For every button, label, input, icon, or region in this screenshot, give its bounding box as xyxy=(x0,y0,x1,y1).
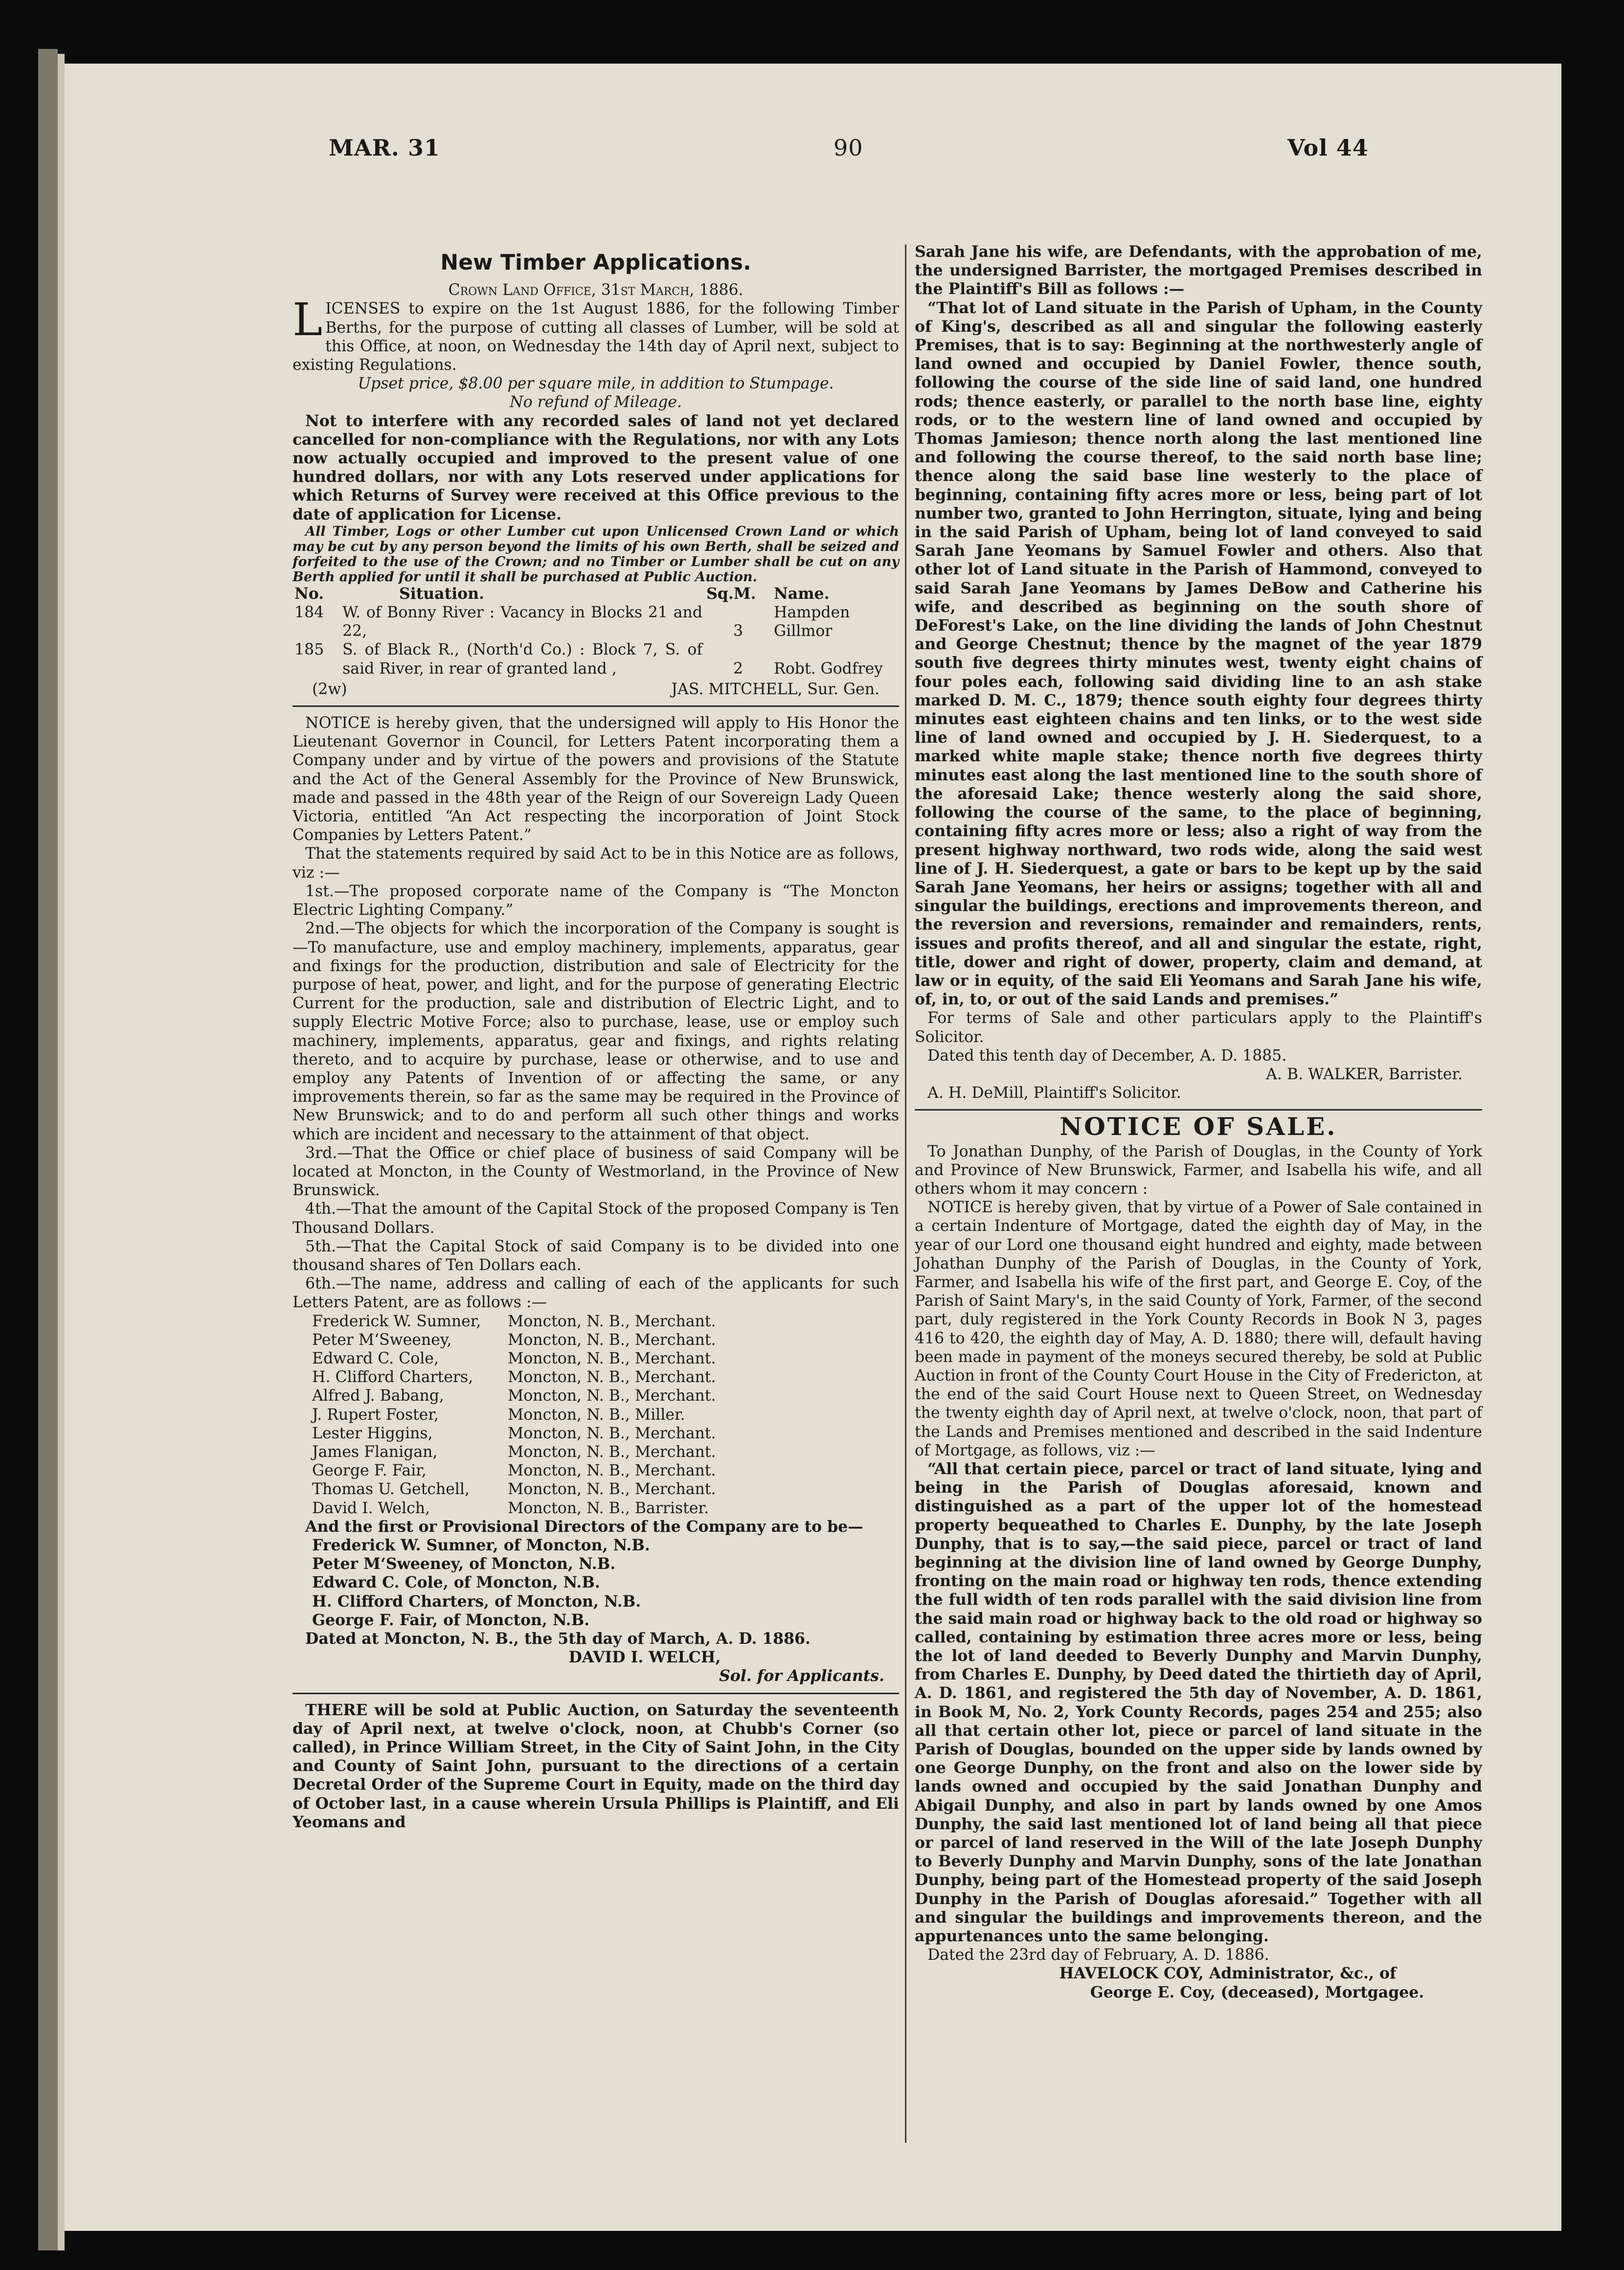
timber-table xyxy=(293,585,899,678)
electric-item-1: 1st.—The proposed corporate name of the Company is “The Moncton Electric Lighting Company.” xyxy=(293,882,899,919)
list-item xyxy=(312,1461,899,1480)
directors-list xyxy=(293,1536,899,1630)
sale-signer: HAVELOCK COY, Administrator, &c., of xyxy=(1059,1964,1397,1983)
applicant-address: Moncton, N. B., Merchant. xyxy=(508,1462,716,1480)
berth-number: 185 xyxy=(294,641,324,659)
applicant-address: Moncton, N. B., Merchant. xyxy=(508,1349,716,1367)
section-rule xyxy=(293,1693,899,1694)
list-item xyxy=(312,1424,899,1443)
drop-cap: L xyxy=(293,294,323,346)
sale-title: NOTICE OF SALE. xyxy=(1060,1112,1337,1141)
sale-address: To Jonathan Dunphy, of the Parish of Douglas, in the County of York and Province of New Brunswick, Farmer, and Isabella his wife, and all others whom it may concern : xyxy=(915,1142,1482,1198)
electric-signer-role: Sol. for Applicants. xyxy=(719,1667,884,1685)
timber-signature: JAS. MITCHELL, Sur. Gen. xyxy=(671,680,880,698)
applicant-name: Peter M‘Sweeney, xyxy=(312,1331,452,1349)
applicant-address: Moncton, N. B., Merchant. xyxy=(508,1331,716,1349)
timber-title: New Timber Applications. xyxy=(440,250,751,275)
list-item: Edward C. Cole, of Moncton, N.B. xyxy=(312,1573,600,1592)
auction-dated: Dated this tenth day of December, A. D. 1885. xyxy=(927,1046,1287,1065)
electric-item-4: 4th.—That the amount of the Capital Stock of the proposed Company is Ten Thousand Dollars. xyxy=(293,1200,899,1237)
header-date: MAR. 31 xyxy=(329,135,440,161)
page-edge xyxy=(58,54,65,2250)
electric-dated: Dated at Moncton, N. B., the 5th day of March, A. D. 1886. xyxy=(305,1630,811,1648)
list-item: H. Clifford Charters, of Moncton, N.B. xyxy=(312,1592,641,1611)
sale-dated: Dated the 23rd day of February, A. D. 1886. xyxy=(927,1946,1269,1964)
applicant-name: George F. Fair, xyxy=(312,1462,427,1480)
berth-number: 184 xyxy=(294,604,324,622)
applicants-list xyxy=(293,1312,899,1518)
timber-warning: All Timber, Logs or other Lumber cut upon Unlicensed Crown Land or which may be cut by any person beyond the limits of his own Berth, shall be seized and forfeited to the use of the Crown; and no Timber or Lumber shall be cut on any Berth applied for until it shall be purchased at Public Auction. xyxy=(293,523,899,585)
list-item xyxy=(312,1312,899,1331)
applicant-address: Moncton, N. B., Merchant. xyxy=(508,1443,716,1461)
upset-price: Upset price, $8.00 per square mile, in addition to Stumpage. xyxy=(358,375,834,393)
column-header: Name. xyxy=(774,584,830,603)
applicant-name: Thomas U. Getchell, xyxy=(312,1480,470,1498)
auction-continued: Sarah Jane his wife, are Defendants, with the approbation of me, the undersigned Barrister, the mortgaged Premises described in the Plaintiff's Bill as follows :— xyxy=(915,243,1482,298)
list-item xyxy=(312,1443,899,1461)
right-column xyxy=(915,243,1482,2002)
list-item xyxy=(312,1406,899,1424)
sale-body-2: “All that certain piece, parcel or tract of land situate, lying and being in the Parish of Douglas aforesaid, known and distinguished as a part of the upper lot of the homestead property bequeathed to Charles E. Dunphy, by the late Joseph Dunphy, that is to say,—the said piece, parcel or tract of land beginning at the division line of land owned by George Dunphy, fronting on the main road or highway ten rods, thence extending the full width of ten rods parallel with the said division line from the said main road or highway back to the old road or highway so called, containing by estimation three acres more or less, being the lot of land deeded to Beverly Dunphy and Marvin Dunphy, from Charles E. Dunphy, by Deed dated the thirtieth day of April, A. D. 1861, and registered the 5th day of November, A. D. 1861, in Book M, No. 2, York County Records, pages 254 and 255; also all that certain other lot, piece or parcel of land situate in the Parish of Douglas, bounded on the upper side by lands owned by one George Dunphy, on the front and also on the lower side by lands owned and occupied by the said Jonathan Dunphy and Abigail Dunphy, and also in part by lands owned by one Amos Dunphy, the said last mentioned lot of land being all that piece or parcel of land reserved in the Will of the late Joseph Dunphy to Beverly Dunphy and Marvin Dunphy, sons of the late Jonathan Dunphy, being part of the Homestead property of the said Joseph Dunphy in the Parish of Douglas aforesaid.” Together with all and singular the buildings and improvements thereon, and the appurtenances unto the same belonging. xyxy=(915,1460,1482,1946)
electric-item-3: 3rd.—That the Office or chief place of business of said Company will be located at Moncton, in the County of Westmorland, in the Province of New Brunswick. xyxy=(293,1144,899,1200)
directors-intro: And the first or Provisional Directors of the Company are to be— xyxy=(305,1517,863,1536)
applicant-name: Alfred J. Babang, xyxy=(312,1387,444,1405)
applicant-name: Edward C. Cole, xyxy=(312,1349,439,1367)
solicitor-signature: A. H. DeMill, Plaintiff's Solicitor. xyxy=(927,1084,1181,1102)
list-item xyxy=(312,1386,899,1405)
column-header: No. xyxy=(294,584,324,603)
section-rule xyxy=(915,1109,1482,1111)
table-row xyxy=(293,603,899,640)
electric-signer: DAVID I. WELCH, xyxy=(568,1648,721,1667)
header-volume: Vol 44 xyxy=(1287,135,1369,161)
book-spine xyxy=(38,49,58,2250)
table-row xyxy=(293,640,899,678)
applicant-address: Moncton, N. B., Merchant. xyxy=(508,1312,716,1330)
list-item xyxy=(312,1349,899,1368)
list-item: Peter M‘Sweeney, of Moncton, N.B. xyxy=(312,1555,616,1573)
column-header: Sq.M. xyxy=(706,584,756,603)
timber-intro-text: ICENSES to expire on the 1st August 1886, for the following Timber Berths, for the purpose of cutting all classes of Lumber, will be sold at this Office, at noon, on Wednesday the 14th day of April next, subject to existing Regulations. xyxy=(293,300,899,374)
list-item xyxy=(312,1499,899,1518)
applicant-name: J. Rupert Foster, xyxy=(312,1406,439,1424)
list-item xyxy=(312,1480,899,1498)
table-header-row xyxy=(293,585,899,603)
issue-marker: (2w) xyxy=(312,680,347,698)
applicant-name: Lester Higgins, xyxy=(312,1424,433,1442)
applicant-address: Moncton, N. B., Merchant. xyxy=(508,1424,716,1442)
gazette-page xyxy=(65,64,1561,2231)
berth-sqm: 2 xyxy=(733,659,744,678)
timber-signature-row xyxy=(293,678,899,699)
berth-situation: S. of Black R., (North'd Co.) : Block 7, S. of said River, in rear of granted land , xyxy=(342,641,702,678)
list-item: George F. Fair, of Moncton, N.B. xyxy=(312,1611,590,1629)
column-header: Situation. xyxy=(399,584,484,603)
timber-intro xyxy=(293,294,899,374)
sale-body-1: NOTICE is hereby given, that by virtue of a Power of Sale contained in a certain Indenture of Mortgage, dated the eighth day of May, in the year of our Lord one thousand eight hundred and eighty, made between Johathan Dunphy of the Parish of Douglas, in the County of York, Farmer, and Isabella his wife of the first part, and George E. Coy, of the Parish of Saint Mary's, in the said County of York, Farmer, of the second part, duly registered in the York County Records in Book N 3, pages 416 to 420, the eighth day of May, A. D. 1880; there will, default having been made in payment of the moneys secured thereby, be sold at Public Auction in front of the County Court House in the City of Fredericton, at the end of the said Court House next to Queen Street, on Wednesday the twenty eighth day of April next, at twelve o'clock, noon, that part of the Lands and Premises mentioned and described in the said Indenture of Mortgage, as follows, viz :— xyxy=(915,1199,1482,1459)
column-divider xyxy=(905,245,906,2143)
applicant-address: Moncton, N. B., Merchant. xyxy=(508,1368,716,1386)
applicant-name: H. Clifford Charters, xyxy=(312,1368,474,1386)
berth-sqm: 3 xyxy=(733,622,744,640)
applicant-address: Moncton, N. B., Miller. xyxy=(508,1406,685,1424)
left-column xyxy=(293,249,899,1832)
list-item xyxy=(312,1331,899,1349)
applicant-name: David I. Welch, xyxy=(312,1499,430,1517)
electric-item-5: 5th.—That the Capital Stock of said Company is to be divided into one thousand shares of Ten Dollars each. xyxy=(293,1237,899,1274)
timber-dateline: Crown Land Office, 31st March, 1886. xyxy=(448,281,744,299)
applicant-address: Moncton, N. B., Merchant. xyxy=(508,1480,716,1498)
property-description: “That lot of Land situate in the Parish of Upham, in the County of King's, described as all and singular the following easterly Premises, that is to say: Beginning at the northwesterly angle of land owned and occupied by Daniel Fowler, thence south, following the course of the side line of said land, one hundred rods; thence easterly, or parallel to the north base line, eighty rods, or to the western line of land owned and occupied by Thomas Jamieson; thence north along the last mentioned line and following the course thereof, to the said north base line; thence along the said base line westerly to the place of beginning, containing fifty acres more or less, being part of lot number two, granted to John Herrington, situate, lying and being in the said Parish of Upham, being lot of land conveyed to said Sarah Jane Yeomans by Samuel Fowler and others. Also that other lot of Land situate in the Parish of Hammond, conveyed to said Sarah Jane Yeomans by James DeBow and Catherine his wife, and described as beginning on the south shore of DeForest's Lake, on the line dividing the lands of John Chestnut and George Chestnut; thence by the magnet of the year 1879 south five degrees thirty minutes west, twenty eight chains of four poles each, following said dividing line to an ash stake marked D. M. C., 1879; thence south eighty four degrees thirty minutes east eighteen chains and ten links, or to the west side line of land owned and occupied by J. H. Siederquest, to a marked white maple stake; thence north five degrees thirty minutes east along the last mentioned line to the south shore of the aforesaid Lake; thence westerly along the said shore, following the course of the same, to the place of beginning, containing fifty acres more or less; also a right of way from the present highway northward, two rods wide, along the said west line of J. H. Siederquest, a gate or bars to be kept up by the said Sarah Jane Yeomans, her heirs or assigns; together with all and singular the buildings, erections and improvements thereon, and the reversion and reversions, remainder and remainders, rents, issues and profits thereof, and all and singular the estate, right, title, dower and right of dower, property, claim and demand, at law or in equity, of the said Eli Yeomans and Sarah Jane his wife, of, in, to, or out of the said Lands and premises.” xyxy=(915,298,1482,1009)
electric-opening: NOTICE is hereby given, that the undersigned will apply to His Honor the Lieutenant Governor in Council, for Letters Patent incorporating them a Company under and by virtue of the powers and provisions of the Statute and the Act of the General Assembly for the Province of New Brunswick, made and passed in the 48th year of the Reign of our Sovereign Lady Queen Victoria, entitled “An Act respecting the incorporation of Joint Stock Companies by Letters Patent.” xyxy=(293,714,899,844)
list-item xyxy=(312,1368,899,1386)
applicant-address: Moncton, N. B., Barrister. xyxy=(508,1499,709,1517)
applicant-name: Frederick W. Sumner, xyxy=(312,1312,481,1330)
barrister-signature: A. B. WALKER, Barrister. xyxy=(1266,1065,1463,1083)
no-refund: No refund of Mileage. xyxy=(510,393,682,411)
sale-signer-2: George E. Coy, (deceased), Mortgagee. xyxy=(1090,1983,1424,2001)
berth-situation: W. of Bonny River : Vacancy in Blocks 21 and 22, xyxy=(342,604,702,640)
berth-name: Hampden Gillmor xyxy=(774,604,850,640)
terms-of-sale: For terms of Sale and other particulars apply to the Plaintiff's Solicitor. xyxy=(915,1009,1482,1046)
timber-conditions: Not to interfere with any recorded sales of land not yet declared cancelled for non-compliance with the Regulations, nor with any Lots now actually occupied and improved to the present value of one hundred dollars, nor with any Lots reserved under applications for which Returns of Survey were received at this Office previous to the date of application for License. xyxy=(293,411,899,523)
auction-notice: THERE will be sold at Public Auction, on Saturday the seventeenth day of April next, at twelve o'clock, noon, at Chubb's Corner (so called), in Prince William Street, in the City of Saint John, in the City and County of Saint John, pursuant to the directions of a certain Decretal Order of the Supreme Court in Equity, made on the third day of October last, in a cause wherein Ursula Phillips is Plaintiff, and Eli Yeomans and xyxy=(293,1701,899,1831)
electric-item-6: 6th.—The name, address and calling of each of the applicants for such Letters Patent, are as follows :— xyxy=(293,1275,899,1312)
applicant-address: Moncton, N. B., Merchant. xyxy=(508,1387,716,1405)
header-page-number: 90 xyxy=(834,135,863,161)
electric-statements: That the statements required by said Act to be in this Notice are as follows, viz :— xyxy=(293,845,899,882)
electric-item-2: 2nd.—The objects for which the incorporation of the Company is sought is—To manufacture, use and employ machinery, implements, apparatus, gear and fixings for the production, distribution and sale of Electricity for the purpose of heat, power, and light, and for the purpose of generating Electric Current for the production, sale and distribution of Electric Light, and to supply Electric Motive Force; also to purchase, lease, use or employ such machinery, implements, apparatus, gear and fixings, and rights relating thereto, and to acquire by purchase, lease or otherwise, and to use and employ any Patents of Invention of or affecting the same, or any improvements therein, so far as the same may be required in the Province of New Brunswick; and to do and perform all such other things and works which are incident and necessary to the attainment of that object. xyxy=(293,920,899,1143)
section-rule xyxy=(293,705,899,707)
applicant-name: James Flanigan, xyxy=(312,1443,438,1461)
berth-name: Robt. Godfrey xyxy=(774,659,883,678)
list-item: Frederick W. Sumner, of Moncton, N.B. xyxy=(312,1536,650,1554)
